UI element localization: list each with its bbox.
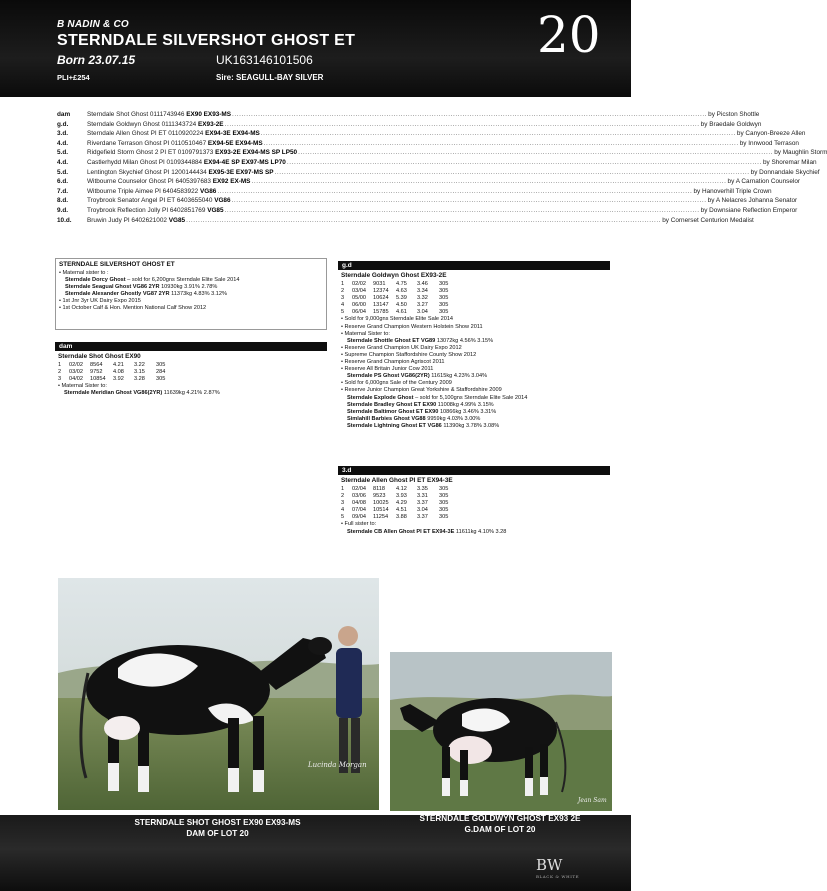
note-line <box>341 345 610 352</box>
lactation-row <box>338 514 610 521</box>
pedigree-dot-leader: ........................................................................................................................................................................................................ <box>263 139 739 147</box>
lactation-age: 03/02 <box>69 369 83 376</box>
pedigree-ancestor <box>87 111 231 118</box>
dam-bar: dam <box>55 342 327 351</box>
lactation-number: 4 <box>341 507 345 514</box>
note-line <box>341 402 610 409</box>
lactation-milk-kg: 8564 <box>90 362 103 368</box>
great-granddam-bar: 3.d <box>338 466 610 475</box>
pedigree-classification: VG85 <box>168 216 186 224</box>
pedigree-ancestor-name: Lentington Skychief Ghost PI 1200144434 <box>87 168 207 176</box>
note-text: • Reserve Grand Champion Agriscot 2011 <box>341 359 445 366</box>
granddam-photo-credit: Jean Sam <box>578 797 607 804</box>
note-line <box>341 373 610 380</box>
note-highlight: Sterndale Lightning Ghost ET VG86 <box>347 422 442 429</box>
note-line <box>341 521 610 528</box>
lactation-fat-pct: 4.08 <box>113 369 124 376</box>
lactation-fat-pct: 4.12 <box>396 486 407 492</box>
lactation-fat-pct: 4.75 <box>396 281 407 287</box>
lactation-milk-kg: 15785 <box>373 309 389 316</box>
pedigree-ancestor <box>87 140 263 147</box>
lactation-row <box>338 295 610 302</box>
note-text: • Reserve Grand Champion UK Dairy Expo 2012 <box>341 344 462 351</box>
pedigree-sire: by Picston Shottle <box>708 111 760 118</box>
pedigree-ancestor <box>87 130 260 137</box>
granddam-notes <box>338 316 610 430</box>
lactation-milk-kg: 12374 <box>373 288 389 295</box>
lactation-row <box>338 493 610 500</box>
granddam-caption-line-1: STERNDALE GOLDWYN GHOST EX93 2E <box>419 814 581 823</box>
note-line <box>59 284 326 291</box>
lactation-days: 305 <box>439 295 449 302</box>
dam-notes <box>55 383 327 397</box>
pedigree-ancestor-name: Sterndale Allen Ghost PI ET 0110920224 <box>87 130 204 138</box>
lactation-row <box>55 376 327 383</box>
note-text: • Supreme Champion Staffordshire County Show 2012 <box>341 351 477 358</box>
pedigree-classification: EX93-2E <box>197 120 224 128</box>
lactation-fat-pct: 4.61 <box>396 309 407 316</box>
lactation-row <box>338 486 610 493</box>
pedigree-classification: VG85 <box>207 206 224 214</box>
lot-header <box>0 0 631 97</box>
note-line <box>341 380 610 387</box>
pedigree-ancestor <box>87 169 274 176</box>
pedigree-dot-leader: ........................................................................................................................................................................................................ <box>224 120 700 128</box>
lactation-row <box>338 500 610 507</box>
pedigree-ancestor-name: Witbourne Counselor Ghost PI 6405397683 <box>87 178 211 186</box>
lactation-milk-kg: 9031 <box>373 281 386 287</box>
pedigree-row <box>57 187 772 198</box>
lactation-days: 284 <box>156 369 166 376</box>
pedigree-classification: VG86 <box>214 197 231 205</box>
note-detail: 11008kg 4.99% 3.15% <box>436 401 494 408</box>
pedigree-generation: g.d. <box>57 120 69 128</box>
pedigree-ancestor-name: Sterndale Goldwyn Ghost 0111343724 <box>87 120 197 128</box>
pedigree-generation: 3.d. <box>57 130 69 138</box>
lactation-number: 5 <box>341 309 345 316</box>
breeder-name: B NADIN & CO <box>57 19 129 30</box>
pedigree-classification: EX90 EX93-MS <box>186 111 232 118</box>
note-line <box>59 270 326 277</box>
note-line <box>341 331 610 338</box>
lactation-protein-pct: 3.04 <box>417 507 428 514</box>
note-text: • Reserve All Britain Junior Cow 2011 <box>341 366 434 373</box>
pedigree-row <box>57 120 762 131</box>
lactation-age: 04/02 <box>69 376 83 383</box>
lactation-milk-kg: 9752 <box>90 369 103 376</box>
note-highlight: Sterndale Explode Ghost <box>347 394 414 401</box>
note-line <box>341 387 610 394</box>
pedigree-ancestor-name: Riverdane Terrason Ghost PI 0110510467 <box>87 139 207 147</box>
pedigree-dot-leader: ........................................................................................................................................................................................................ <box>298 149 774 157</box>
lactation-days: 305 <box>439 288 449 295</box>
lactation-protein-pct: 3.15 <box>134 369 145 376</box>
lactation-days: 305 <box>439 493 449 500</box>
lactation-row <box>338 309 610 316</box>
sire-name: Sire: SEAGULL-BAY SILVER <box>216 73 324 82</box>
lactation-row <box>55 369 327 376</box>
lactation-milk-kg: 10514 <box>373 507 389 514</box>
granddam-cow-illustration <box>390 652 612 811</box>
lactation-fat-pct: 3.88 <box>396 514 407 521</box>
note-text: • Sold for 9,000gns Sterndale Elite Sale 2014 <box>341 316 454 323</box>
note-detail: 13072kg 4.56% 3.15% <box>435 337 494 344</box>
note-line <box>341 409 610 416</box>
granddam-caption-line-2: G.DAM OF LOT 20 <box>464 825 536 834</box>
pedigree-sire: by Shoremar Milan <box>762 158 817 166</box>
pedigree-generation: dam <box>57 111 71 118</box>
lactation-milk-kg: 10854 <box>90 376 106 383</box>
note-line <box>59 298 326 305</box>
pedigree-row <box>57 197 798 207</box>
lactation-protein-pct: 3.32 <box>417 295 428 302</box>
pedigree-row <box>57 168 820 179</box>
lactation-days: 305 <box>439 507 449 514</box>
pedigree-generation: 6.d. <box>57 178 69 186</box>
pedigree-sire: by Hanoverhill Triple Crown <box>693 187 772 195</box>
pedigree-classification: EX94-4E SP EX97-MS LP70 <box>203 158 286 166</box>
lactation-protein-pct: 3.22 <box>134 362 145 368</box>
lactation-age: 06/04 <box>352 309 366 316</box>
note-line <box>341 338 610 345</box>
note-text: • Full sister to: <box>341 521 377 528</box>
pedigree-sire: by Braedale Goldwyn <box>700 120 762 128</box>
pedigree-ancestor <box>87 178 250 185</box>
note-line <box>59 305 326 312</box>
note-text: • 1st Jnr 3yr UK Dairy Expo 2015 <box>59 298 141 305</box>
lactation-number: 4 <box>341 302 345 309</box>
lactation-milk-kg: 10025 <box>373 500 389 507</box>
birth-date: Born 23.07.15 <box>57 53 136 67</box>
pedigree-classification: EX93-2E EX94-MS SP LP50 <box>215 149 298 157</box>
lactation-fat-pct: 4.21 <box>113 362 124 368</box>
note-highlight: Sterndale Meridian Ghost VG86(2YR) <box>64 390 163 397</box>
pedigree-row <box>57 149 827 159</box>
lactation-protein-pct: 3.37 <box>417 500 428 507</box>
lactation-days: 305 <box>439 514 449 521</box>
pedigree-ancestor-name: Bruwin Judy PI 6402621002 <box>87 216 167 224</box>
note-highlight: Simlahill Barbies Ghost VG88 <box>347 415 426 422</box>
pedigree-row <box>57 216 754 227</box>
pedigree-classification: EX92 EX-MS <box>212 178 251 186</box>
note-line <box>341 324 610 331</box>
pedigree-generation: 5.d. <box>57 149 69 157</box>
note-line <box>341 366 610 373</box>
note-text: • Maternal Sister to: <box>58 383 107 390</box>
lactation-number: 2 <box>341 288 345 295</box>
note-detail: 11639kg 4.21% 2.87% <box>162 390 220 397</box>
pedigree-ancestor <box>87 121 224 128</box>
lactation-fat-pct: 4.51 <box>396 507 407 514</box>
note-text: • 1st October Calf & Hon. Mention National Calf Show 2012 <box>59 305 207 312</box>
lactation-age: 02/02 <box>352 281 366 287</box>
dam-photo-caption <box>60 817 375 839</box>
pli-index: PLI+£254 <box>57 73 90 82</box>
lot-notes-title: STERNDALE SILVERSHOT GHOST ET <box>59 261 175 268</box>
note-line <box>58 390 327 397</box>
note-text: • Maternal Sister to: <box>341 330 390 337</box>
dam-title: Sterndale Shot Ghost EX90 <box>58 353 141 360</box>
pedigree-dot-leader: ........................................................................................................................................................................................................ <box>232 111 708 118</box>
lot-notes-lines <box>56 270 326 313</box>
lactation-protein-pct: 3.37 <box>417 514 428 521</box>
note-line <box>341 352 610 359</box>
great-granddam-notes <box>338 521 610 535</box>
lactation-protein-pct: 3.27 <box>417 302 428 309</box>
dam-caption-line-1: STERNDALE SHOT GHOST EX90 EX93-MS <box>134 818 301 827</box>
note-text: • Reserve Grand Champion Western Holstein Show 2011 <box>341 323 483 330</box>
note-line <box>58 383 327 390</box>
note-text: • Sold for 6,000gns Sale of the Century 2009 <box>341 380 452 387</box>
pedigree-dot-leader: ........................................................................................................................................................................................................ <box>231 197 707 205</box>
lactation-protein-pct: 3.35 <box>417 486 428 492</box>
pedigree-sire: by Cornerset Centurion Medalist <box>662 216 754 224</box>
pedigree-row <box>57 206 798 217</box>
note-detail: 10866kg 3.46% 3.31% <box>438 408 497 415</box>
granddam-photo-caption <box>385 813 615 835</box>
lactation-age: 02/04 <box>352 486 366 492</box>
note-line <box>341 359 610 366</box>
lactation-age: 09/04 <box>352 514 366 521</box>
lactation-row <box>338 302 610 309</box>
lactation-age: 06/00 <box>352 302 366 309</box>
pedigree-generation: 4.d. <box>57 139 69 147</box>
pedigree-ancestor-name: Troybrook Reflection Jolly PI 6402851769 <box>87 206 206 214</box>
pedigree-dot-leader: ........................................................................................................................................................................................................ <box>224 206 700 214</box>
lactation-number: 3 <box>58 376 62 383</box>
pedigree-row <box>57 158 817 169</box>
note-line <box>341 395 610 402</box>
dam-box <box>55 342 327 412</box>
granddam-bar: g.d <box>338 261 610 270</box>
lactation-number: 1 <box>341 281 345 287</box>
lactation-number: 3 <box>341 500 345 507</box>
note-line <box>341 416 610 423</box>
lactation-fat-pct: 3.93 <box>396 493 407 500</box>
note-line <box>341 529 610 536</box>
lactation-fat-pct: 4.63 <box>396 288 407 295</box>
pedigree-ancestor-name: Ridgefield Storm Ghost 2 PI ET 0109791373 <box>87 149 214 157</box>
lactation-row <box>55 362 327 369</box>
note-highlight: Sterndale Seagual Ghost VG86 2YR <box>65 284 160 291</box>
note-text: • Maternal sister to : <box>59 270 109 276</box>
lactation-protein-pct: 3.28 <box>134 376 145 383</box>
lactation-number: 5 <box>341 514 345 521</box>
lactation-protein-pct: 3.46 <box>417 281 428 287</box>
note-highlight: Sterndale Dorcy Ghost <box>65 277 126 284</box>
lactation-days: 305 <box>156 362 166 368</box>
bw-logo-sub: BLACK & WHITE <box>536 874 580 879</box>
granddam-box <box>338 261 610 466</box>
pedigree-row <box>57 178 801 188</box>
lactation-milk-kg: 8118 <box>373 486 386 492</box>
lactation-number: 1 <box>341 486 345 492</box>
great-granddam-lactation-table <box>338 486 610 521</box>
bw-logo-mark: BW <box>536 856 563 874</box>
lactation-row <box>338 281 610 288</box>
lactation-days: 305 <box>439 281 449 287</box>
pedigree-sire: by Donnandale Skychief <box>750 168 820 176</box>
lactation-age: 05/00 <box>352 295 366 302</box>
lactation-days: 305 <box>439 309 449 316</box>
pedigree-dot-leader: ........................................................................................................................................................................................................ <box>251 178 727 186</box>
pedigree-ancestor-name: Witbourne Triple Aimee PI 6404583922 <box>87 187 199 195</box>
pedigree-ancestor <box>87 188 216 195</box>
lactation-milk-kg: 9523 <box>373 493 386 500</box>
great-granddam-box <box>338 466 610 556</box>
granddam-title: Sterndale Goldwyn Ghost EX93-2E <box>341 272 447 279</box>
pedigree-sire: by Innwood Terrason <box>739 139 799 147</box>
pedigree-generation: 5.d. <box>57 168 69 176</box>
granddam-photo <box>389 651 611 810</box>
lactation-protein-pct: 3.04 <box>417 309 428 316</box>
ear-tag-number: UK163146101506 <box>216 53 313 67</box>
animal-name: STERNDALE SILVERSHOT GHOST ET <box>57 32 356 49</box>
pedigree-generation: 10.d. <box>57 216 72 224</box>
lactation-fat-pct: 3.92 <box>113 376 124 383</box>
pedigree-dot-leader: ........................................................................................................................................................................................................ <box>260 130 736 138</box>
lactation-days: 305 <box>439 302 449 309</box>
pedigree-classification: EX94-5E EX94-MS <box>207 139 263 147</box>
lactation-age: 02/02 <box>69 362 83 368</box>
lactation-days: 305 <box>439 486 449 492</box>
pedigree-generation: 9.d. <box>57 206 69 214</box>
pedigree-row <box>57 111 760 121</box>
lactation-fat-pct: 5.39 <box>396 295 407 302</box>
lactation-number: 1 <box>58 362 62 368</box>
pedigree-sire: by Downsiane Reflection Emperor <box>700 206 798 214</box>
dam-lactation-table <box>55 362 327 383</box>
lactation-protein-pct: 3.34 <box>417 288 428 295</box>
pedigree-dot-leader: ........................................................................................................................................................................................................ <box>217 187 693 195</box>
note-highlight: Sterndale Bradley Ghost ET EX90 <box>347 401 437 408</box>
pedigree-ancestor-name: Troybrook Senator Angel PI ET 6403655040 <box>87 197 213 205</box>
pedigree-generation: 8.d. <box>57 197 69 205</box>
lactation-protein-pct: 3.31 <box>417 493 428 500</box>
lactation-fat-pct: 4.29 <box>396 500 407 507</box>
dam-photo <box>57 577 378 809</box>
lactation-number: 2 <box>58 369 62 376</box>
pedigree-sire: by Maughlin Storm <box>774 149 827 157</box>
note-highlight: Sterndale Baltimor Ghost ET EX90 <box>347 408 439 415</box>
note-highlight: Sterndale CB Allen Ghost PI ET EX94-3E <box>347 528 455 535</box>
pedigree-classification: EX95-3E EX97-MS SP <box>208 168 274 176</box>
note-detail: 10930kg 3.91% 2.78% <box>159 284 218 291</box>
note-detail: 9959kg 4.03% 3.00% <box>425 415 481 422</box>
pedigree-dot-leader: ........................................................................................................................................................................................................ <box>286 158 762 166</box>
lactation-number: 2 <box>341 493 345 500</box>
note-line <box>59 277 326 284</box>
pedigree-generation: 7.d. <box>57 187 69 195</box>
note-detail: 11615kg 4.23% 3.04% <box>429 373 488 380</box>
pedigree-sire: by A Carnation Counselor <box>727 178 801 186</box>
dam-cow-illustration <box>58 578 379 810</box>
lot-number: 20 <box>537 6 601 64</box>
pedigree-dot-leader: ........................................................................................................................................................................................................ <box>274 168 750 176</box>
pedigree-dot-leader: ........................................................................................................................................................................................................ <box>186 216 662 224</box>
note-text: • Reserve Junior Champion Great Yorkshire & Staffordshire 2009 <box>341 387 502 394</box>
note-detail: – sold for 5,100gns Sterndale Elite Sale 2014 <box>413 394 528 401</box>
pedigree-ancestor <box>87 159 286 166</box>
great-granddam-title: Sterndale Allen Ghost PI ET EX94-3E <box>341 477 453 484</box>
pedigree-row <box>57 130 806 140</box>
note-line <box>341 316 610 323</box>
pedigree-sire: by Canyon-Breeze Allen <box>736 130 806 138</box>
lactation-fat-pct: 4.50 <box>396 302 407 309</box>
pedigree-ancestor-name: Sterndale Shot Ghost 0111743946 <box>87 111 185 118</box>
lactation-days: 305 <box>156 376 166 383</box>
note-highlight: Sterndale Shottle Ghost ET VG89 <box>347 337 436 344</box>
note-line <box>341 423 610 430</box>
note-detail: 11390kg 3.78% 3.08% <box>441 422 500 429</box>
dam-photo-credit: Lucinda Morgan <box>308 761 367 769</box>
pedigree-ancestor-name: Castlerhydd Milan Ghost PI 0109344884 <box>87 158 203 166</box>
pedigree-classification: VG86 <box>199 187 217 195</box>
note-highlight: Sterndale PS Ghost VG86(2YR) <box>347 373 430 380</box>
lactation-number: 3 <box>341 295 345 302</box>
pedigree-ancestor <box>87 149 297 156</box>
lactation-age: 04/08 <box>352 500 366 507</box>
pedigree-ancestor <box>87 217 185 224</box>
lactation-age: 03/06 <box>352 493 366 500</box>
lactation-row <box>338 288 610 295</box>
pedigree-classification: EX94-3E EX94-MS <box>205 130 260 138</box>
note-detail: 11373kg 4.83% 3.12% <box>169 291 227 298</box>
lactation-age: 03/04 <box>352 288 366 295</box>
lot-notes-box <box>55 258 327 330</box>
lactation-milk-kg: 11254 <box>373 514 389 521</box>
note-detail: 11611kg 4.10% 3.28 <box>454 528 507 535</box>
pedigree-sire: by A Nelacres Johanna Senator <box>707 197 798 205</box>
lactation-days: 305 <box>439 500 449 507</box>
pedigree-row <box>57 139 799 150</box>
pedigree-ancestor <box>87 207 224 214</box>
bw-logo <box>536 856 579 879</box>
lactation-milk-kg: 10624 <box>373 295 389 302</box>
lactation-row <box>338 507 610 514</box>
pedigree-list <box>57 111 827 226</box>
pedigree-generation: 4.d. <box>57 158 69 166</box>
lactation-milk-kg: 13147 <box>373 302 389 309</box>
note-detail: – sold for 6,200gns Sterndale Elite Sale 2014 <box>125 277 240 284</box>
lactation-age: 07/04 <box>352 507 366 514</box>
dam-caption-line-2: DAM OF LOT 20 <box>186 829 249 838</box>
note-highlight: Sterndale Alexander Ghostly VG87 2YR <box>65 291 170 298</box>
pedigree-ancestor <box>87 197 231 204</box>
note-line <box>59 291 326 298</box>
granddam-lactation-table <box>338 281 610 316</box>
